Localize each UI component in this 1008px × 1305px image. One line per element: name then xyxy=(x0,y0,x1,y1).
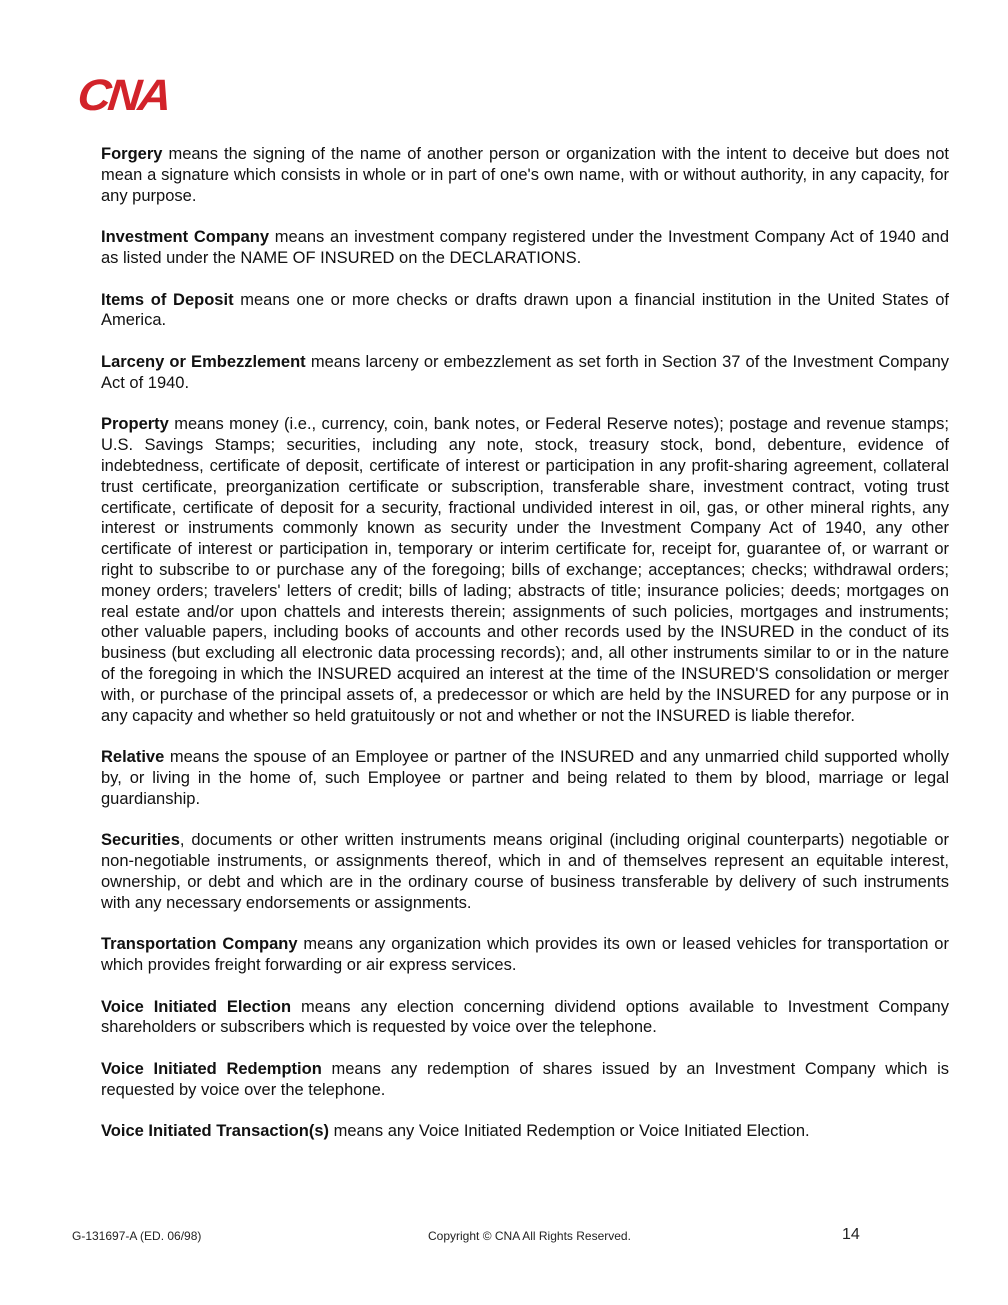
definition-term: Voice Initiated Redemption xyxy=(101,1060,322,1079)
definition-text: means the spouse of an Employee or partner of the INSURED and any unmarried child supported wholly by, or living in the home of, such Employee or partner and being related to them by blood, marriage or legal guardianship. xyxy=(101,748,949,808)
definition-term: Voice Initiated Election xyxy=(101,997,292,1016)
definition-text: means any election concerning dividend options available to Investment Company shareholders or subscribers which is requested by voice over the telephone. xyxy=(101,997,949,1037)
copyright-notice: Copyright © CNA All Rights Reserved. xyxy=(428,1229,631,1243)
definition-securities xyxy=(101,830,949,913)
definition-text: means the signing of the name of another person or organization with the intent to deceive but does not mean a signature which consists in whole or in part of one's own name, with or without authority, in any capacity, for any purpose. xyxy=(101,145,949,205)
definition-term: Relative xyxy=(101,748,165,767)
definition-term: Forgery xyxy=(101,145,163,163)
definition-property xyxy=(101,414,949,726)
definition-text: means money (i.e., currency, coin, bank notes, or Federal Reserve notes); postage and revenue stamps; U.S. Savings Stamps; securities, including any note, stock, treasury stock, bond, debenture, evidence of indebtedness, certificate of deposit, certificate of interest or participation in any profit-sharing agreement, collateral trust certificate, preorganization certificate or subscription, transferable share, investment contract, voting trust certificate, certificate of deposit for a security, fractional undivided interest in oil, gas, or other mineral rights, any interest or instruments commonly known as security under the Investment Company Act of 1940, any other certificate of interest or participation in, temporary or interim certificate for, receipt for, guarantee of, or warrant or right to subscribe to or purchase any of the foregoing; bills of exchange; acceptances; checks; withdrawal orders; money orders; travelers' letters of credit; bills of lading; abstracts of title; insurance policies; deeds; mortgages on real estate and/or upon chattels and interests therein; assignments of such policies, mortgages and instruments; other valuable papers, including books of accounts and other records used by the INSURED in the conduct of its business (but excluding all electronic data processing records); and, all other instruments similar to or in the nature of the foregoing in which the INSURED acquired an interest at the time of the INSURED'S consolidation or merger with, or purchase of the principal assets of, a predecessor or which are held by the INSURED for any purpose or in any capacity and whether so held gratuitously or not and whether or not the INSURED is liable therefor. xyxy=(101,415,949,725)
definition-term: Voice Initiated Transaction(s) xyxy=(101,1122,329,1141)
definition-voice-initiated-election xyxy=(101,997,949,1039)
definition-voice-initiated-redemption xyxy=(101,1059,949,1101)
definition-voice-initiated-transactions xyxy=(101,1121,949,1142)
cna-logo: CNA xyxy=(75,71,172,120)
definition-text: means any organization which provides its own or leased vehicles for transportation or which provides freight forwarding or air express services. xyxy=(101,935,949,975)
definition-term: Securities xyxy=(101,831,180,850)
definition-investment-company xyxy=(101,227,949,269)
definition-text: means any Voice Initiated Redemption or Voice Initiated Election. xyxy=(329,1122,810,1141)
definition-forgery xyxy=(101,144,949,206)
definition-text: means larceny or embezzlement as set forth in Section 37 of the Investment Company Act of 1940. xyxy=(101,352,949,392)
form-code: G-131697-A (ED. 06/98) xyxy=(72,1229,202,1243)
definition-larceny-or-embezzlement xyxy=(101,352,949,394)
definition-relative xyxy=(101,747,949,809)
definition-term: Property xyxy=(101,415,169,434)
definition-term: Larceny or Embezzlement xyxy=(101,352,306,371)
definition-items-of-deposit xyxy=(101,290,949,332)
definition-term: Investment Company xyxy=(101,228,270,247)
definition-term: Items of Deposit xyxy=(101,290,234,309)
definition-text: , documents or other written instruments means original (including original counterparts) negotiable or non-negotiable instruments, or assignments thereof, which in and of themselves represent an equitable interest, ownership, or debt and which are in the ordinary course of business transferable by delivery of such instruments with any necessary endorsements or assignments. xyxy=(101,831,949,912)
definition-text: means one or more checks or drafts drawn upon a financial institution in the United States of America. xyxy=(101,290,949,330)
definition-text: means any redemption of shares issued by an Investment Company which is requested by voice over the telephone. xyxy=(101,1060,949,1099)
definition-text: means an investment company registered under the Investment Company Act of 1940 and as listed under the NAME OF INSURED on the DECLARATIONS. xyxy=(101,228,949,267)
definition-transportation-company xyxy=(101,934,949,976)
page-number: 14 xyxy=(842,1226,860,1243)
definitions-list xyxy=(101,144,949,1163)
definition-term: Transportation Company xyxy=(101,935,298,954)
